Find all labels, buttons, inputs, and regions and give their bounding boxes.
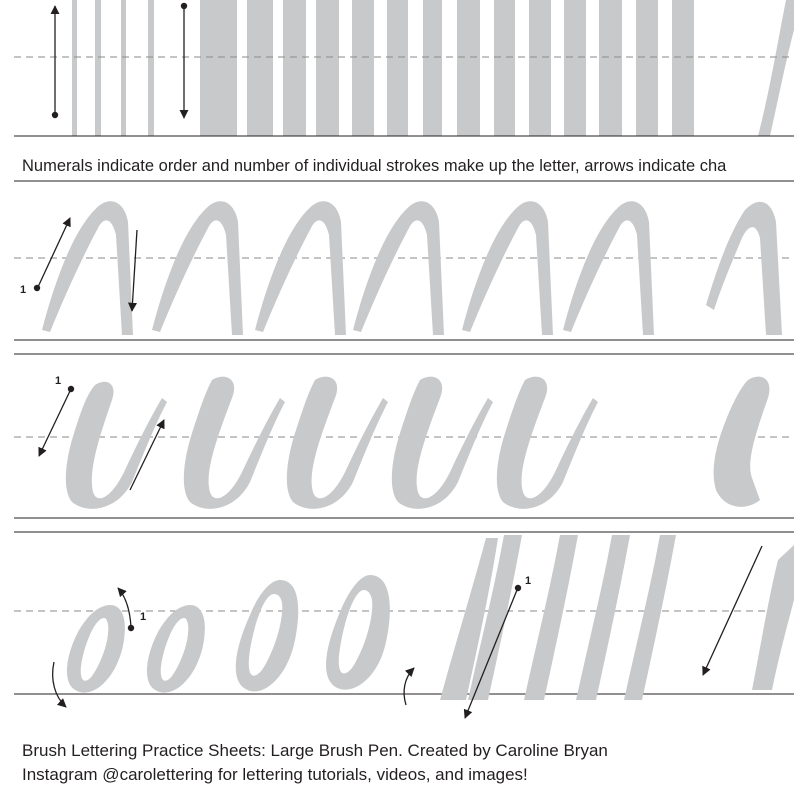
footer-credit: Brush Lettering Practice Sheets: Large Brush Pen. Created by Caroline Bryan xyxy=(22,741,608,760)
stroke-number-o: 1 xyxy=(140,611,147,623)
stroke-number-n: 1 xyxy=(20,284,27,296)
vertical-stroke-drills xyxy=(72,0,794,136)
overturn-stroke-drills xyxy=(42,201,782,335)
section4-guides xyxy=(14,532,794,694)
stroke-number-ascender: 1 xyxy=(525,575,532,587)
instructions-text: Numerals indicate order and number of individual strokes make up the letter, arrows indicate cha xyxy=(22,157,727,175)
oval-stroke-drills xyxy=(67,535,794,700)
underturn-stroke-drills xyxy=(66,377,770,509)
footer-instagram: Instagram @carolettering for lettering tutorials, videos, and images! xyxy=(22,765,528,784)
stroke-number-u: 1 xyxy=(55,375,62,387)
